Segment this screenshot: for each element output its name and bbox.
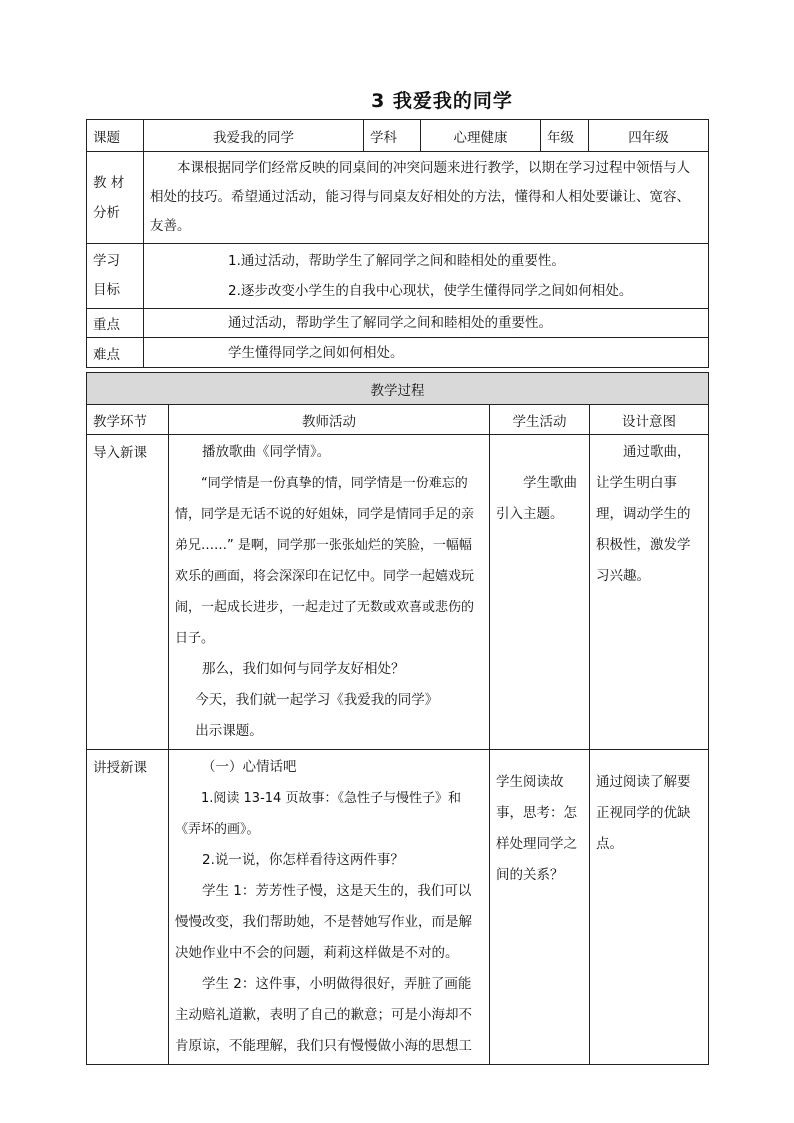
grade-value: 四年级 (589, 120, 709, 152)
key-point-label: 重点 (87, 309, 144, 338)
topic-value: 我爱我的同学 (144, 120, 364, 152)
key-point-text: 通过活动，帮助学生了解同学之间和睦相处的重要性。 (144, 309, 709, 338)
topic-label: 课题 (87, 120, 144, 152)
subject-value: 心理健康 (421, 120, 541, 152)
goal-item: 2.逐步改变小学生的自我中心现状，使学生懂得同学之间如何相处。 (228, 283, 633, 299)
column-header-teacher: 教师活动 (169, 405, 490, 435)
grade-label: 年级 (541, 120, 589, 152)
goals-list (144, 244, 709, 309)
teacher-paragraph: 出示课题。 (195, 723, 263, 739)
column-header-stage: 教学环节 (87, 405, 169, 435)
teacher-paragraph: 2.说一说，你怎样看待这两件事？ (202, 852, 404, 868)
analysis-text: 本课根据同学们经常反映的同桌间的冲突问题来进行教学，以期在学习过程中领悟与人相处的技巧。希望通过活动，能习得与同桌友好相处的方法，懂得和人相处要谦让、宽容、友善。 (144, 152, 709, 244)
goal-item: 1.通过活动，帮助学生了解同学之间和睦相处的重要性。 (228, 253, 565, 269)
process-header: 教学过程 (87, 373, 709, 405)
lesson-info-table (86, 119, 709, 368)
page-title: 3 我爱我的同学 (371, 90, 513, 112)
teacher-paragraph: 今天，我们就一起学习《我爱我的同学》 (195, 692, 439, 708)
table-row (87, 750, 709, 1065)
teacher-paragraph: 学生 2：这件事，小明做得很好，弄脏了画能主动赔礼道歉，表明了自己的歉意；可是小海却不肯原谅，不能理解，我们只有慢慢做小海的思想工 (175, 976, 472, 1054)
analysis-label (87, 152, 144, 244)
student-activity-cell: 学生阅读故事，思考：怎样处理同学之间的关系？ (490, 750, 590, 1065)
student-activity-cell: 学生歌曲引入主题。 (490, 435, 590, 750)
design-intent-cell: 通过阅读了解要正视同学的优缺点。 (590, 750, 709, 1065)
table-row (87, 435, 709, 750)
goals-label (87, 244, 144, 309)
teacher-paragraph: 1.阅读 13-14 页故事：《急性子与慢性子》和《弄坏的画》。 (175, 791, 461, 837)
difficulty-text: 学生懂得同学之间如何相处。 (144, 338, 709, 368)
analysis-label-line2: 分析 (93, 204, 120, 221)
difficulty-label: 难点 (87, 338, 144, 368)
column-header-student: 学生活动 (490, 405, 590, 435)
subject-label: 学科 (364, 120, 421, 152)
teacher-paragraph: “同学情是一份真挚的情，同学情是一份难忘的情，同学是无话不说的好姐妹，同学是情同手足的亲弟兄……” 是啊，同学那一张张灿烂的笑脸，一幅幅欢乐的画面，将会深深印在记忆中。同学一起嬉戏玩闹，一起成长进步，一起走过了无数或欢喜或悲伤的日子。 (175, 476, 475, 646)
teacher-paragraph: （一）心情话吧 (202, 759, 297, 775)
teacher-activity-cell (169, 435, 490, 750)
teacher-activity-cell (169, 750, 490, 1065)
goals-label-line2: 目标 (93, 282, 120, 298)
column-header-intent: 设计意图 (590, 405, 709, 435)
design-intent-cell: 通过歌曲，让学生明白事理，调动学生的积极性，激发学习兴趣。 (590, 435, 709, 750)
teacher-paragraph: 学生 1：芳芳性子慢，这是天生的，我们可以慢慢改变，我们帮助她，不是替她写作业，而是解决她作业中不会的问题，莉莉这样做是不对的。 (175, 883, 472, 961)
teacher-paragraph: 那么，我们如何与同学友好相处？ (202, 661, 405, 677)
teacher-paragraph: 播放歌曲《同学情》。 (202, 444, 331, 460)
analysis-label-line1: 教 材 (93, 174, 125, 191)
stage-cell: 讲授新课 (87, 750, 169, 1065)
goals-label-line1: 学习 (93, 253, 120, 269)
teaching-process-table (86, 372, 709, 1065)
stage-cell: 导入新课 (87, 435, 169, 750)
